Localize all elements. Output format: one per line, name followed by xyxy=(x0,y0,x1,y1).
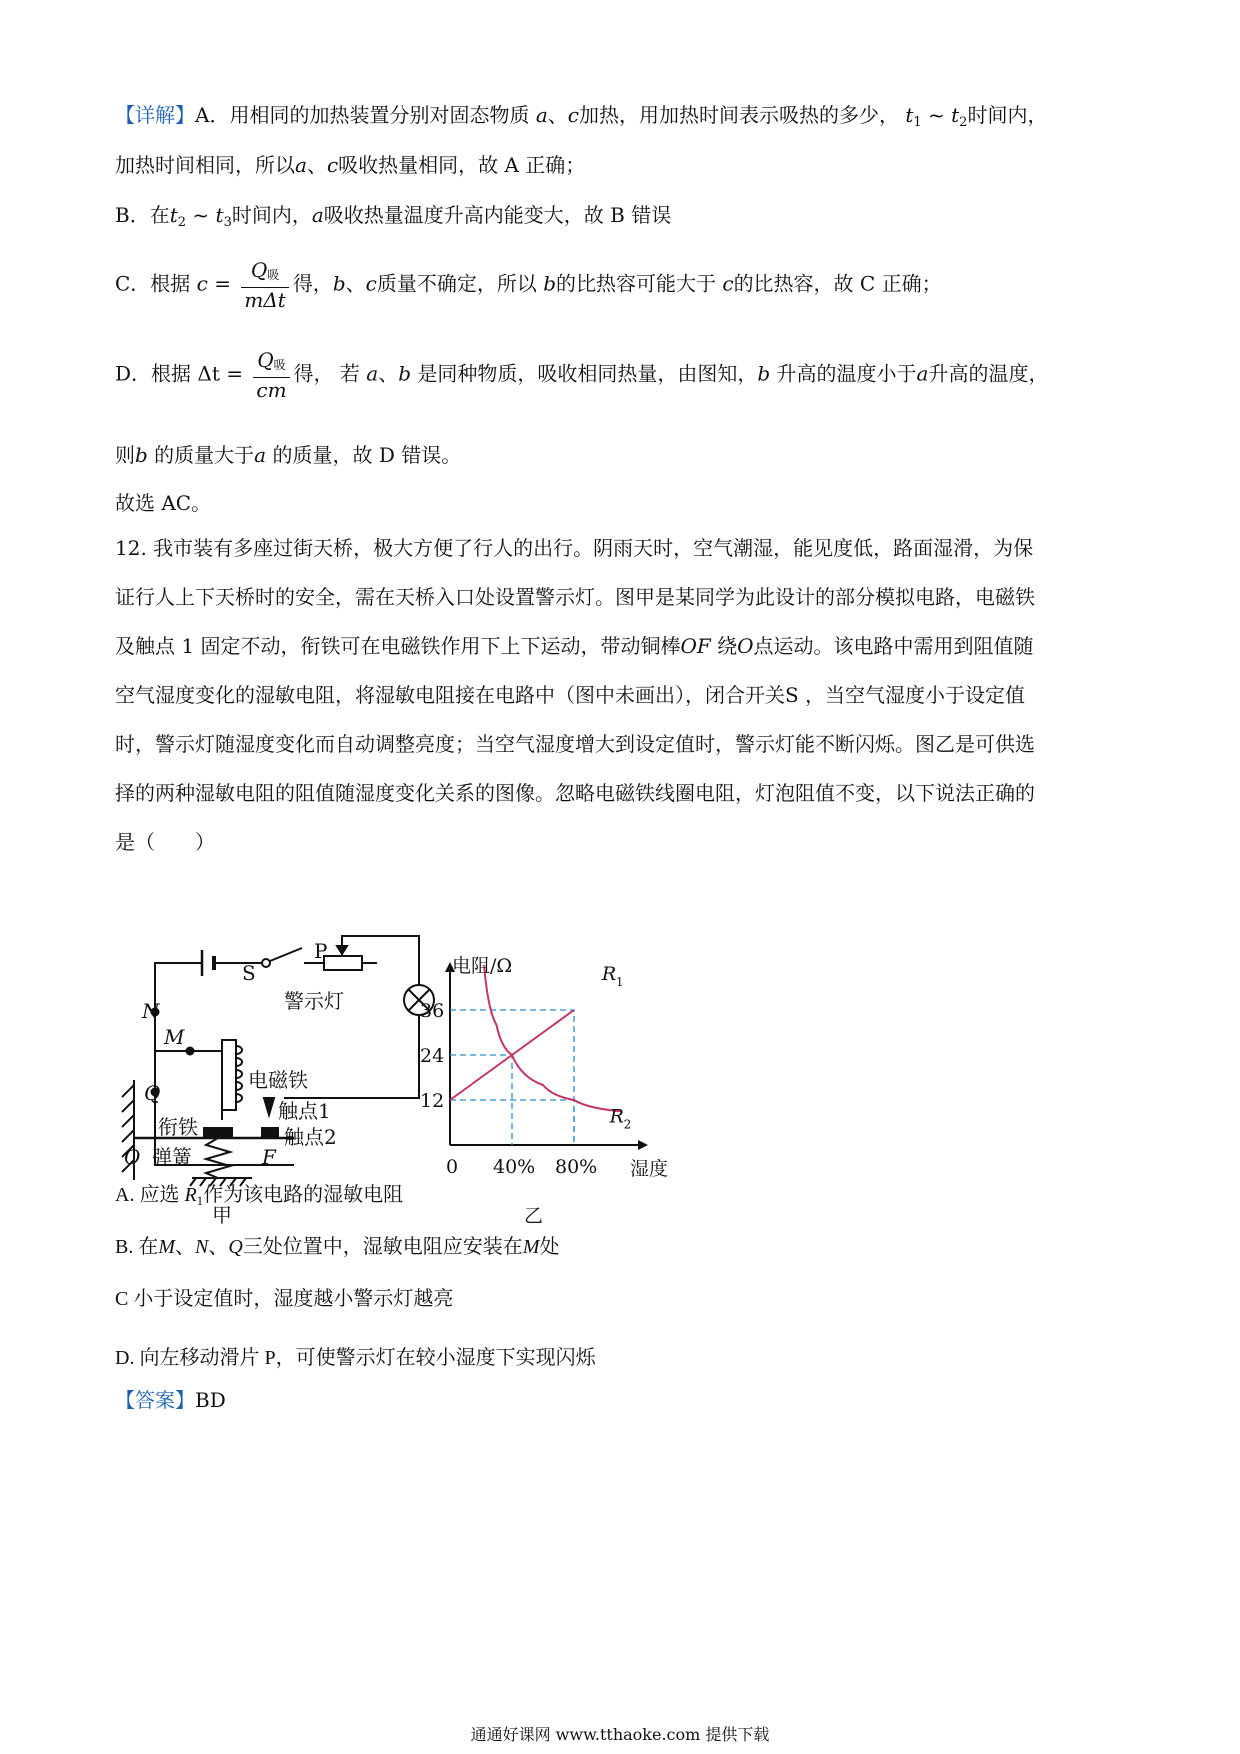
detail-conclusion: 故选 AC。 xyxy=(115,491,212,515)
option-b xyxy=(115,1232,559,1262)
var-b: b xyxy=(757,361,771,386)
text: 时间内， xyxy=(967,103,1048,127)
option-d: D. 向左移动滑片 P，可使警示灯在较小湿度下实现闪烁 xyxy=(115,1347,596,1369)
switch-blade xyxy=(270,948,302,961)
option-c: C 小于设定值时，湿度越小警示灯越亮 xyxy=(115,1288,454,1310)
var-q: Q xyxy=(257,348,274,372)
label-lamp: 警示灯 xyxy=(284,989,344,1013)
text: 时间内， xyxy=(231,203,312,227)
y-tick-label: 36 xyxy=(420,1000,445,1022)
slider-arrow xyxy=(337,946,347,954)
subscript: 吸 xyxy=(267,268,280,282)
y-tick-label: 24 xyxy=(420,1045,445,1067)
text: 、 xyxy=(378,361,399,386)
text: A. 应选 xyxy=(115,1184,180,1206)
wire xyxy=(190,1040,222,1051)
caption-jia: 甲 xyxy=(212,1203,232,1227)
var-t: t xyxy=(951,103,960,127)
resistance-graph xyxy=(420,955,668,1227)
var-c: c xyxy=(365,271,377,296)
text: 处 xyxy=(539,1236,560,1258)
text: 三处位置中，湿敏电阻应安装在 xyxy=(242,1236,523,1258)
var-n: N xyxy=(195,1236,209,1258)
tilde: ~ xyxy=(186,203,216,227)
var-a: a xyxy=(535,103,548,127)
text: 点运动。该电路中需用到阻值随 xyxy=(753,634,1034,658)
text: 作为该电路的湿敏电阻 xyxy=(203,1184,404,1206)
var-c: c xyxy=(722,271,734,296)
text: 加热时间相同，所以 xyxy=(115,153,295,177)
question-line-6: 择的两种湿敏电阻的阻值随湿度变化关系的图像。忽略电磁铁线圈电阻，灯泡阻值不变，以下说法正确的 xyxy=(115,781,1035,805)
label-spring: 弹簧 xyxy=(152,1145,192,1169)
var-a: a xyxy=(311,203,324,227)
var-a: a xyxy=(254,443,267,467)
denominator: mΔt xyxy=(244,288,286,312)
series-label-r2-sub: 2 xyxy=(623,1117,632,1132)
text: 质量不确定，所以 xyxy=(376,271,537,296)
text: 的比热容，故 C 正确； xyxy=(733,271,942,296)
detail-line-c xyxy=(115,258,942,312)
var-q: Q xyxy=(250,258,268,282)
subscript: 2 xyxy=(959,115,968,130)
var-a: a xyxy=(295,153,307,177)
text: 、 xyxy=(208,1236,229,1258)
var-b: b xyxy=(543,271,556,296)
armature-block xyxy=(204,1128,232,1138)
formula-lhs: Δt = xyxy=(197,361,244,386)
text: 的比热容可能大于 xyxy=(556,271,716,296)
var-q: Q xyxy=(228,1236,243,1258)
answer-label: 【答案】 xyxy=(115,1388,195,1412)
contact2-block xyxy=(262,1128,278,1138)
footer: 通通好课网 www.tthaoke.com 提供下载 xyxy=(470,1725,770,1744)
text: B．在 xyxy=(115,203,170,227)
var-m: M xyxy=(522,1236,540,1258)
detail-line-a2 xyxy=(115,150,585,180)
y-axis-label: 电阻/Ω xyxy=(452,955,513,977)
subscript: 1 xyxy=(913,115,922,130)
x-axis-label: 湿度 xyxy=(630,1158,669,1180)
electromagnet-core xyxy=(222,1040,236,1110)
subscript: 2 xyxy=(177,215,187,230)
text: C．根据 xyxy=(115,271,191,296)
detail-label: 【详解】 xyxy=(115,103,195,127)
var-t: t xyxy=(169,203,178,227)
var-t: t xyxy=(905,103,914,127)
var-b: b xyxy=(135,443,148,467)
label-s: S xyxy=(242,961,256,985)
label-contact1: 触点1 xyxy=(278,1099,331,1123)
series-label-r2: R xyxy=(609,1105,624,1128)
var-t: t xyxy=(215,203,224,227)
label-armature: 衔铁 xyxy=(158,1115,198,1139)
subscript: 3 xyxy=(223,215,232,230)
detail-line-a1 xyxy=(115,100,1047,138)
label-o: O xyxy=(124,1145,141,1169)
switch-pivot xyxy=(262,959,270,967)
text: 及触点 1 固定不动，衔铁可在电磁铁作用下上下运动，带动铜棒 xyxy=(115,634,681,658)
detail-line-d xyxy=(115,348,1048,402)
caption-yi: 乙 xyxy=(524,1205,544,1227)
var-of: OF xyxy=(680,634,711,658)
var-m: M xyxy=(158,1236,176,1258)
fraction xyxy=(241,258,288,312)
series-label-r1: R xyxy=(601,963,617,985)
text: 得， 若 xyxy=(293,361,360,386)
x-tick-label: 40% xyxy=(493,1156,536,1178)
text: B. 在 xyxy=(115,1236,159,1258)
question-line-3 xyxy=(115,631,1034,661)
denominator: cm xyxy=(256,378,287,402)
slider-wire xyxy=(342,936,419,985)
contact1-icon xyxy=(264,1098,274,1115)
question-line-2: 证行人上下天桥时的安全，需在天桥入口处设置警示灯。图甲是某同学为此设计的部分模拟电路，电磁铁 xyxy=(115,585,1035,609)
text: 升高的温度， xyxy=(928,361,1049,386)
label-f: F xyxy=(262,1145,276,1169)
fraction xyxy=(253,348,289,402)
var-r: R xyxy=(184,1184,197,1206)
var-c: c xyxy=(326,153,339,177)
answer-line xyxy=(115,1385,226,1415)
label-q: Q xyxy=(144,1081,161,1105)
text: 、 xyxy=(345,271,366,296)
var-b: b xyxy=(332,271,346,296)
question-line-4: 空气湿度变化的湿敏电阻，将湿敏电阻接在电路中（图中未画出），闭合开关S ，当空气湿度小于设定值 xyxy=(115,683,1026,707)
x-tick-label: 0 xyxy=(446,1156,459,1178)
spring-icon xyxy=(206,1138,230,1178)
subscript: 吸 xyxy=(273,358,286,372)
text: 加热，用加热时间表示吸热的多少， xyxy=(578,103,899,127)
label-p: P xyxy=(314,939,328,963)
answer-value: BD xyxy=(195,1388,226,1412)
question-line-1: 12. 我市装有多座过街天桥，极大方便了行人的出行。阴雨天时，空气潮湿，能见度低，路面湿滑，为保 xyxy=(115,536,1034,560)
question-line-7: 是（ ） xyxy=(115,830,215,854)
text: 、 xyxy=(547,103,568,127)
x-tick-label: 80% xyxy=(555,1156,598,1178)
rheostat xyxy=(324,956,362,970)
text: A．用相同的加热装置分别对固态物质 xyxy=(195,103,530,127)
var-a: a xyxy=(366,361,379,386)
label-magnet: 电磁铁 xyxy=(248,1068,308,1092)
series-label-r1-sub: 1 xyxy=(615,975,624,989)
x-axis-arrow xyxy=(638,1140,648,1150)
text: 升高的温度小于 xyxy=(776,361,917,386)
label-n: N xyxy=(142,999,160,1023)
var-b: b xyxy=(398,361,412,386)
label-m: M xyxy=(164,1025,185,1049)
text: 、 xyxy=(175,1236,196,1258)
detail-line-b xyxy=(115,200,671,238)
formula-lhs: c = xyxy=(196,271,231,296)
text: 、 xyxy=(306,153,327,177)
question-line-5: 时，警示灯随湿度变化而自动调整亮度；当空气湿度增大到设定值时，警示灯能不断闪烁。图乙是可供选 xyxy=(115,732,1035,756)
detail-line-d2 xyxy=(115,440,461,470)
series-line-r2 xyxy=(484,965,620,1111)
var-a: a xyxy=(916,361,929,386)
var-c: c xyxy=(567,103,579,127)
var-o: O xyxy=(737,634,754,658)
text: 的质量，故 D 错误。 xyxy=(272,443,462,467)
text: 则 xyxy=(115,443,135,467)
text: 绕 xyxy=(717,634,738,658)
option-a xyxy=(115,1180,403,1216)
label-contact2: 触点2 xyxy=(284,1125,337,1149)
text: 吸收热量相同，故 A 正确； xyxy=(338,153,586,177)
text: 吸收热量温度升高内能变大，故 B 错误 xyxy=(323,203,672,227)
subscript: 1 xyxy=(196,1193,204,1208)
tilde: ~ xyxy=(921,103,952,127)
text: 的质量大于 xyxy=(154,443,255,467)
text: D．根据 xyxy=(115,361,192,386)
text: 是同种物质，吸收相同热量，由图知， xyxy=(417,361,758,386)
y-tick-label: 12 xyxy=(420,1090,445,1112)
text: 得， xyxy=(292,271,333,296)
